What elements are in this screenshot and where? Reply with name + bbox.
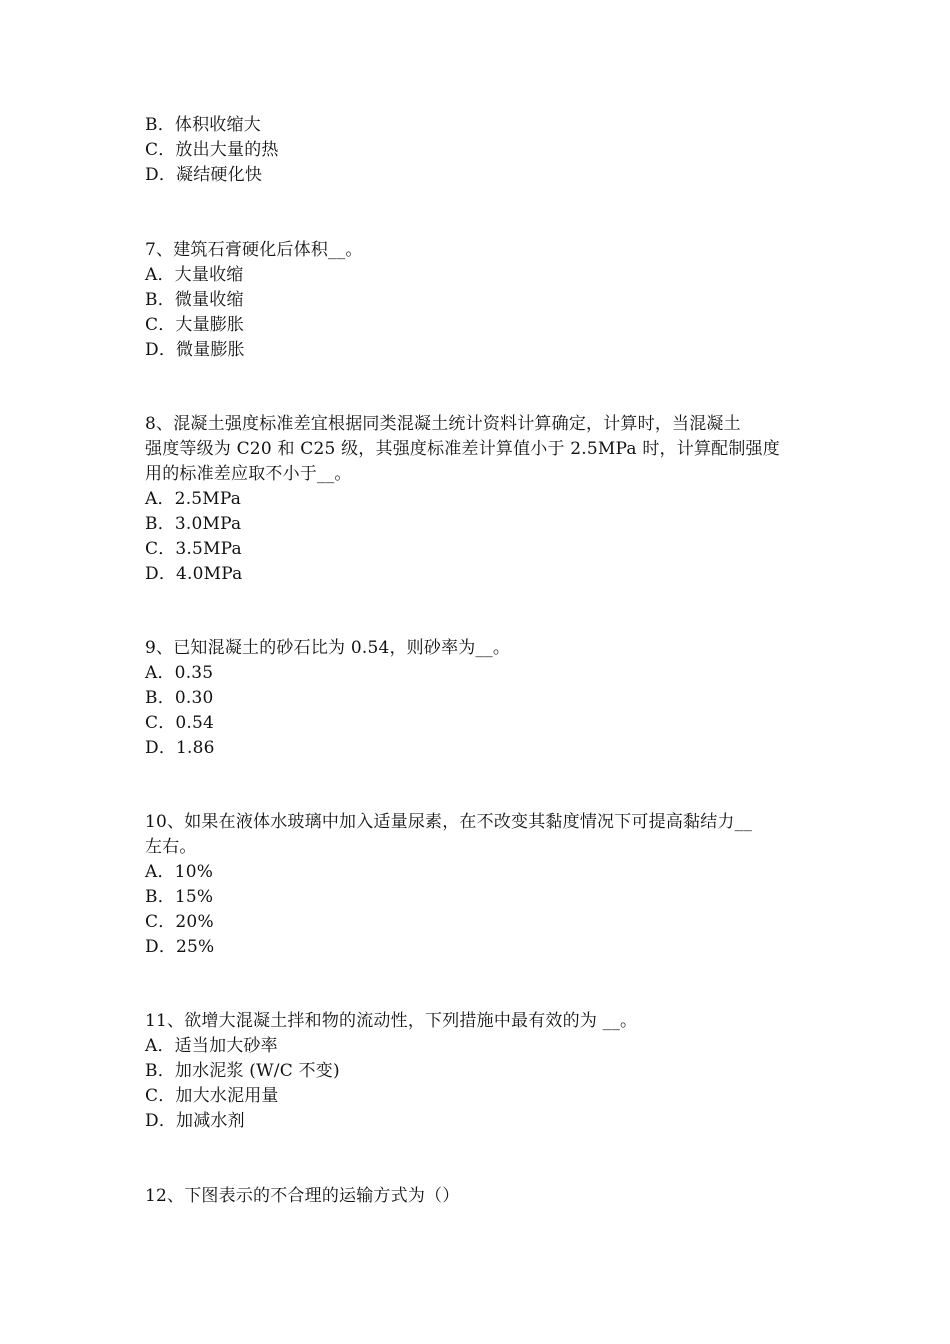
option-q10-a: A．10% <box>145 862 214 882</box>
option-q7-b: B．微量收缩 <box>145 290 244 310</box>
question-8-line-2: 强度等级为 C20 和 C25 级，其强度标准差计算值小于 2.5MPa 时，计算配制强度 <box>145 439 780 459</box>
question-9: 9、已知混凝土的砂石比为 0.54，则砂率为__。 <box>145 638 511 658</box>
option-q8-b: B．3.0MPa <box>145 514 242 534</box>
option-q8-a: A．2.5MPa <box>145 489 242 509</box>
question-12: 12、下图表示的不合理的运输方式为（） <box>145 1186 460 1206</box>
option-q11-a: A．适当加大砂率 <box>145 1036 278 1056</box>
option-q7-d: D．微量膨胀 <box>145 340 245 360</box>
option-q9-a: A．0.35 <box>145 663 214 683</box>
question-10-line-1: 10、如果在液体水玻璃中加入适量尿素，在不改变其黏度情况下可提高黏结力__ <box>145 812 753 832</box>
option-q8-c: C．3.5MPa <box>145 539 242 559</box>
question-10-line-2: 左右。 <box>145 837 197 857</box>
option-q7-a: A．大量收缩 <box>145 265 244 285</box>
option-q8-d: D．4.0MPa <box>145 564 243 584</box>
option-q11-d: D．加减水剂 <box>145 1111 245 1131</box>
option-q10-d: D．25% <box>145 937 215 957</box>
option-q6-d: D．凝结硬化快 <box>145 165 263 185</box>
option-q10-c: C．20% <box>145 912 214 932</box>
question-8-line-3: 用的标准差应取不小于__。 <box>145 464 352 484</box>
question-8-line-1: 8、混凝土强度标准差宜根据同类混凝土统计资料计算确定，计算时，当混凝土 <box>145 414 741 434</box>
option-q11-c: C．加大水泥用量 <box>145 1086 279 1106</box>
option-q11-b: B．加水泥浆 (W/C 不变) <box>145 1061 340 1081</box>
question-11: 11、欲增大混凝土拌和物的流动性，下列措施中最有效的为 __。 <box>145 1011 638 1031</box>
option-q9-c: C．0.54 <box>145 713 215 733</box>
option-q7-c: C．大量膨胀 <box>145 315 245 335</box>
option-q9-d: D．1.86 <box>145 738 215 758</box>
option-q10-b: B．15% <box>145 887 214 907</box>
option-q6-b: B．体积收缩大 <box>145 115 261 135</box>
option-q9-b: B．0.30 <box>145 688 214 708</box>
question-7: 7、建筑石膏硬化后体积__。 <box>145 240 363 260</box>
option-q6-c: C．放出大量的热 <box>145 140 279 160</box>
